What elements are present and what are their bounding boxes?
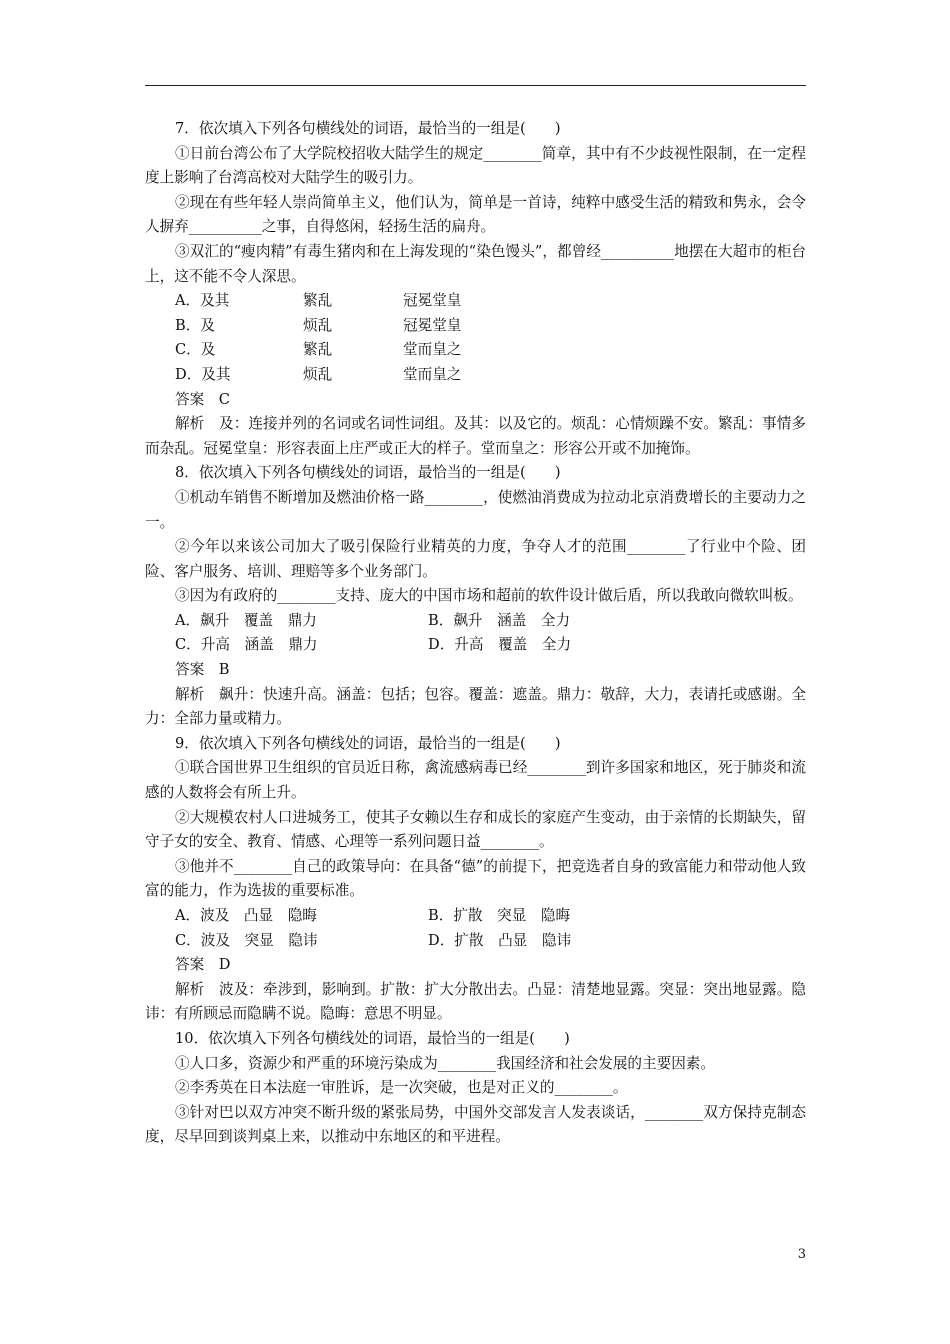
q9-options-row-1 xyxy=(145,904,806,929)
q7-option-b-2: 烦乱 xyxy=(303,316,333,334)
q8-options-row-1 xyxy=(145,609,806,634)
q7-option-c xyxy=(145,338,806,363)
q8-option-a: A．飙升 覆盖 鼎力 xyxy=(175,611,317,629)
q7-option-a-1: A．及其 xyxy=(175,292,230,310)
q9-option-d: D．扩散 凸显 隐讳 xyxy=(428,931,572,949)
q7-analysis: 解析 及：连接并列的名词或名词性词组。及其：以及它的。烦乱：心情烦躁不安。繁乱：事情多而杂乱。冠冕堂皇：形容表面上庄严或正大的样子。堂而皇之：形容公开或不加掩饰。 xyxy=(145,415,806,457)
q8-sentence-1: ①机动车销售不断增加及燃油价格一路________，使燃油消费成为拉动北京消费增长的主要动力之一。 xyxy=(145,488,806,531)
q9-answer: 答案 D xyxy=(175,956,231,974)
q8-option-d: D．升高 覆盖 全力 xyxy=(428,636,572,654)
q10-sentence-2: ②李秀英在日本法庭一审胜诉，是一次突破，也是对正义的________。 xyxy=(175,1079,628,1097)
q7-option-d-1: D．及其 xyxy=(175,365,231,383)
q10-sentence-1: ①人口多，资源少和严重的环境污染成为________我国经济和社会发展的主要因素。 xyxy=(175,1054,715,1072)
q8-answer: 答案 B xyxy=(175,661,230,679)
q9-title: 9．依次填入下列各句横线处的词语，最恰当的一组是( ) xyxy=(175,734,561,752)
q9-option-b: B．扩散 突显 隐晦 xyxy=(428,907,571,924)
q7-option-c-1: C．及 xyxy=(175,341,216,359)
page-number: 3 xyxy=(797,1247,806,1262)
q7-option-d xyxy=(145,363,806,388)
q10-sentence-3: ③针对巴以双方冲突不断升级的紧张局势，中国外交部发言人发表谈话，________双方保持克制态度，尽早回到谈判桌上来，以推动中东地区的和平进程。 xyxy=(145,1103,806,1146)
q7-option-d-2: 烦乱 xyxy=(303,365,333,383)
q9-analysis: 解析 波及：牵涉到，影响到。扩散：扩大分散出去。凸显：清楚地显露。突显：突出地显露。隐讳：有所顾忌而隐瞒不说。隐晦：意思不明显。 xyxy=(145,980,806,1023)
q8-option-b: B．飙升 涵盖 全力 xyxy=(428,611,571,629)
q9-sentence-2: ②大规模农村人口进城务工，使其子女赖以生存和成长的家庭产生变动，由于亲情的长期缺失，留守子女的安全、教育、情感、心理等一系列问题日益________。 xyxy=(145,808,806,851)
q8-sentence-3: ③因为有政府的________支持、庞大的中国市场和超前的软件设计做后盾，所以我敢向微软叫板。 xyxy=(175,587,803,605)
q7-title: 7．依次填入下列各句横线处的词语，最恰当的一组是( ) xyxy=(175,120,561,137)
q7-option-a-3: 冠冕堂皇 xyxy=(403,292,462,310)
q8-option-c: C．升高 涵盖 鼎力 xyxy=(175,636,318,654)
page-content xyxy=(145,117,806,1150)
q7-option-d-3: 堂而皇之 xyxy=(403,365,462,383)
q7-option-b xyxy=(145,314,806,339)
q7-option-b-1: B．及 xyxy=(175,316,215,334)
q9-option-a: A．波及 凸显 隐晦 xyxy=(175,907,317,924)
q10-title: 10．依次填入下列各句横线处的词语，最恰当的一组是( ) xyxy=(175,1029,570,1047)
q7-option-c-3: 堂而皇之 xyxy=(403,341,462,359)
q8-sentence-2: ②今年以来该公司加大了吸引保险行业精英的力度，争夺人才的范围________了行业中个险、团险、客户服务、培训、理赔等多个业务部门。 xyxy=(145,538,806,580)
q7-option-a xyxy=(145,289,806,314)
q9-sentence-3: ③他并不________自己的政策导向：在具备“德”的前提下，把竞选者自身的致富能力和带动他人致富的能力，作为选拔的重要标准。 xyxy=(145,857,806,900)
q7-answer: 答案 C xyxy=(175,390,230,408)
q8-analysis: 解析 飙升：快速升高。涵盖：包括；包容。覆盖：遮盖。鼎力：敬辞，大力，表请托或感谢。全力：全部力量或精力。 xyxy=(145,685,806,728)
q8-title: 8．依次填入下列各句横线处的词语，最恰当的一组是( ) xyxy=(175,464,561,482)
q9-sentence-1: ①联合国世界卫生组织的官员近日称，禽流感病毒已经________到许多国家和地区，死于肺炎和流感的人数将会有所上升。 xyxy=(145,759,806,802)
q7-sentence-2: ②现在有些年轻人崇尚简单主义，他们认为，简单是一首诗，纯粹中感受生活的精致和隽永，会令人摒弃__________之事，自得悠闲，轻扬生活的扁舟。 xyxy=(145,193,806,236)
header-rule xyxy=(145,85,806,86)
q7-sentence-3: ③双汇的“瘦肉精”有毒生猪肉和在上海发现的“染色馒头”，都曾经__________地摆在大超市的柜台上，这不能不令人深思。 xyxy=(145,242,806,285)
q9-option-c: C．波及 突显 隐讳 xyxy=(175,931,318,949)
q7-option-a-2: 繁乱 xyxy=(303,292,333,310)
q8-options-row-2 xyxy=(145,633,806,658)
q7-option-b-3: 冠冕堂皇 xyxy=(403,316,462,334)
q7-sentence-1: ①日前台湾公布了大学院校招收大陆学生的规定________简章，其中有不少歧视性限制，在一定程度上影响了台湾高校对大陆学生的吸引力。 xyxy=(145,144,806,187)
q7-option-c-2: 繁乱 xyxy=(303,341,333,359)
q9-options-row-2 xyxy=(145,929,806,954)
